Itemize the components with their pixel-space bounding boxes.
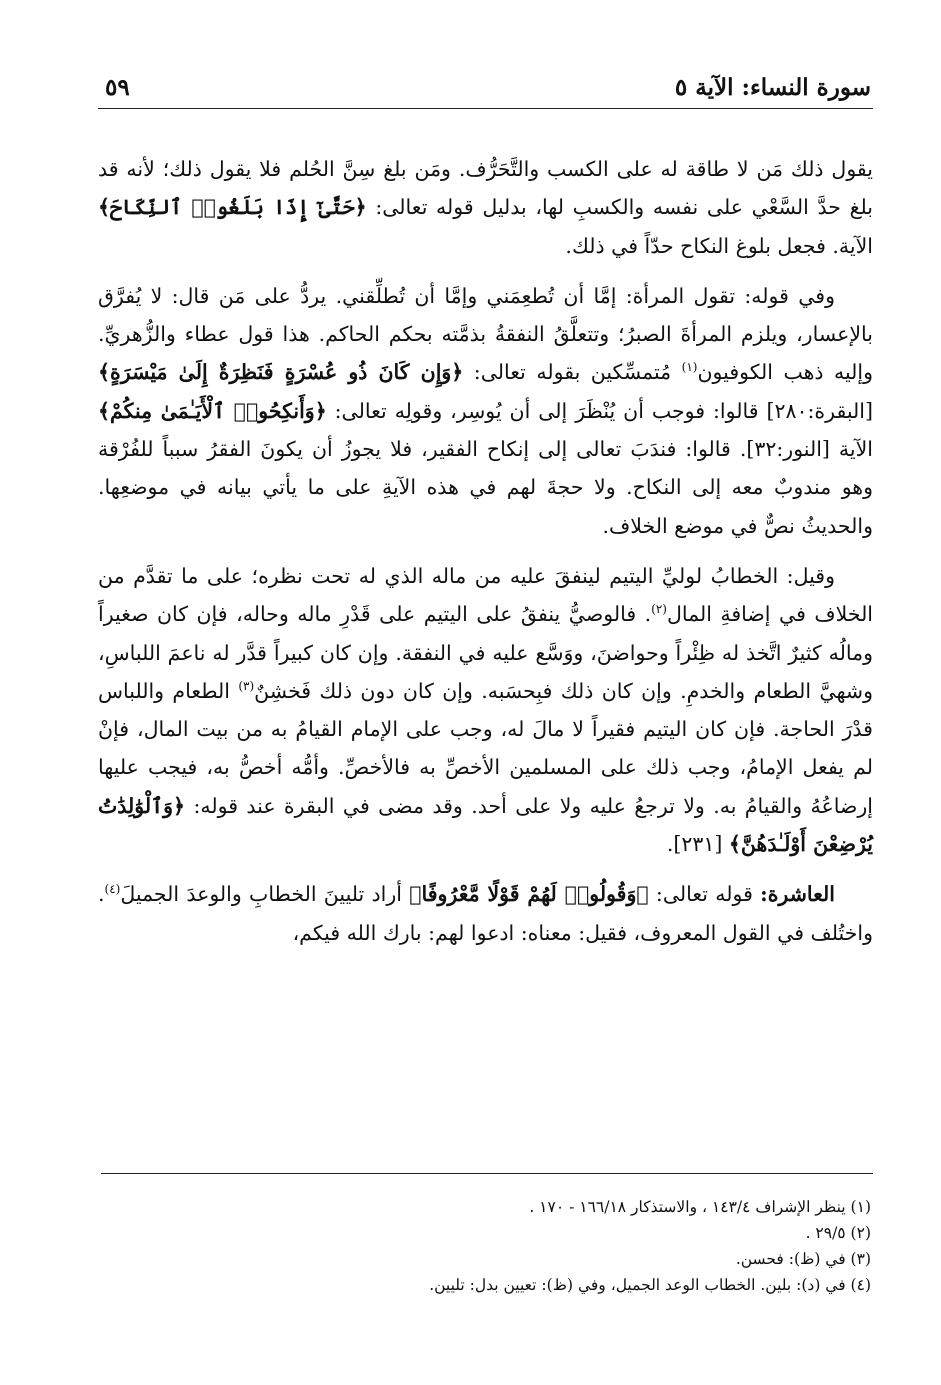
quran-verse: ﴿وَإِن كَانَ ذُو عُسْرَةٍ فَنَظِرَةٌ إِلَىٰ مَيْسَرَةٍ﴾ [98, 360, 464, 385]
header-divider [98, 108, 873, 109]
running-header [105, 62, 871, 112]
footnote-marker: (٤) [104, 882, 121, 897]
footnote-divider [101, 1173, 873, 1174]
quran-verse: ﴿وَقُولُوا۟ لَهُمْ قَوْلًا مَّعْرُوفًا﴾ [409, 882, 649, 907]
text-run: مُتمسِّكين بقوله تعالى: [463, 360, 682, 385]
footnote: (٤) في (د): بلين. الخطاب الوعد الجميل، وفي (ظ): تعيين بدل: تليين. [429, 1276, 871, 1294]
footnote: (١) ينظر الإشراف ١٤٣/٤ ، والاستذكار ١٦٦/١٨ - ١٧٠ . [529, 1198, 871, 1216]
text-run: وقيل: الخطابُ لوليِّ اليتيم لينفقَ عليه من ماله الذي له تحت نظره؛ على ما تقدَّم من الخلاف في إضافةِ المال [98, 563, 874, 627]
text-run: الآية [النور:٣٢]. قالوا: فندَبَ تعالى إلى إنكاح الفقير، فلا يجوزُ أن يكونَ الفقرُ سبباً للفُرْقة وهو مندوبٌ معه إلى النكاح. ولا حجةَ لهم في هذه الآيةِ على ما يأتي بيانه في موضعِها. والحديثُ نصٌّ في موضع الخلاف. [98, 437, 873, 538]
text-run: أراد تليينَ الخطابِ والوعدَ الجميلَ [120, 882, 410, 907]
text-run: يقول ذلك مَن لا طاقة له على الكسب والتَّحَرُّف. ومَن بلغ سِنَّ الحُلم فلا يقول ذلك؛ لأنه قد بلغ حدَّ السَّعْي على نفسه والكسبِ لها، بدليل قوله تعالى: [98, 157, 873, 220]
footnote: (٣) في (ظ): فحسن. [735, 1250, 871, 1268]
text-run: وفي قوله: تقول المرأة: إمَّا أن تُطعِمَني وإمَّا أن تُطلِّقني. يردُّ على مَن قال: لا يُفرَّق بالإعسار، ويلزم المرأةَ الصبرُ؛ وتتعلَّقُ النفقةُ بذمَّته بحكم الحاكم. هذا قول عطاء والزُّهريِّ. وإليه ذهب الكوفيون [98, 283, 874, 385]
quran-verse: ﴿وَٱلْوَٰلِدَٰتُ يُرْضِعْنَ أَوْلَـٰدَهُنَّ﴾ [98, 793, 873, 857]
body-text [98, 150, 873, 964]
text-run: الطعام واللباس قدْرَ الحاجة. فإن كان اليتيم فقيراً لا مالَ له، وجب على الإمام القيامُ به من بيت المال، فإنْ لم يفعل الإمامُ، وجب ذلك على المسلمين الأخصِّ به فالأخصِّ. وأمُّه أخصُّ به، فيجب عليها إرضاعُهُ والقيامُ به. ولا ترجعُ عليه ولا على أحد. وقد مضى في البقرة عند قوله: [98, 678, 873, 818]
paragraph [98, 150, 873, 265]
quran-verse: ﴿وَأَنكِحُوا۟ ٱلْأَيَـٰمَىٰ مِنكُمْ﴾ [98, 398, 327, 423]
quran-verse: ﴿حَتَّىٰٓ إِذَا بَلَغُوا۟ ٱلنِّكَاحَ﴾ [98, 195, 367, 220]
text-run: الآية. فجعل بلوغ النكاح حدّاً في ذلك. [565, 233, 873, 258]
footnote: (٢) ٢٩/٥ . [805, 1224, 871, 1242]
paragraph [98, 875, 873, 952]
footnote-marker: (١) [681, 360, 698, 375]
text-run: [البقرة:٢٨٠] قالوا: فوجب أن يُنْظَرَ إلى أن يُوسِر، وقولِه تعالى: [326, 398, 873, 423]
paragraph [98, 277, 873, 545]
section-lead: العاشرة: [760, 882, 835, 907]
paragraph [98, 557, 873, 863]
text-run: . واختُلف في القول المعروف، فقيل: معناه: ادعوا لهم: بارك الله فيكم، [98, 882, 873, 945]
footnote-marker: (٢) [651, 602, 667, 617]
footnotes [98, 1194, 871, 1298]
text-run: [٢٣١]. [666, 832, 729, 857]
text-run: . فالوصيُّ ينفقُ على اليتيم على قَدْرِ ماله وحاله، فإن كان صغيراً ومالُه كثيرٌ اتَّخذ له ظِئْراً وحواضنَ، ووَسَّع عليه في النفقة. وإن كان كبيراً قدَّر له ناعمَ اللباسِ، وشهيَّ الطعام والخدمِ. وإن كان ذلك فبِحسَبه. وإن كان دون ذلك فَخشِنٌ [98, 602, 873, 703]
footnote-marker: (٣) [238, 679, 255, 694]
text-run: قوله تعالى: [648, 882, 761, 907]
chapter-title: سورة النساء: الآية ٥ [674, 73, 871, 101]
page-number: ٥٩ [105, 73, 130, 101]
